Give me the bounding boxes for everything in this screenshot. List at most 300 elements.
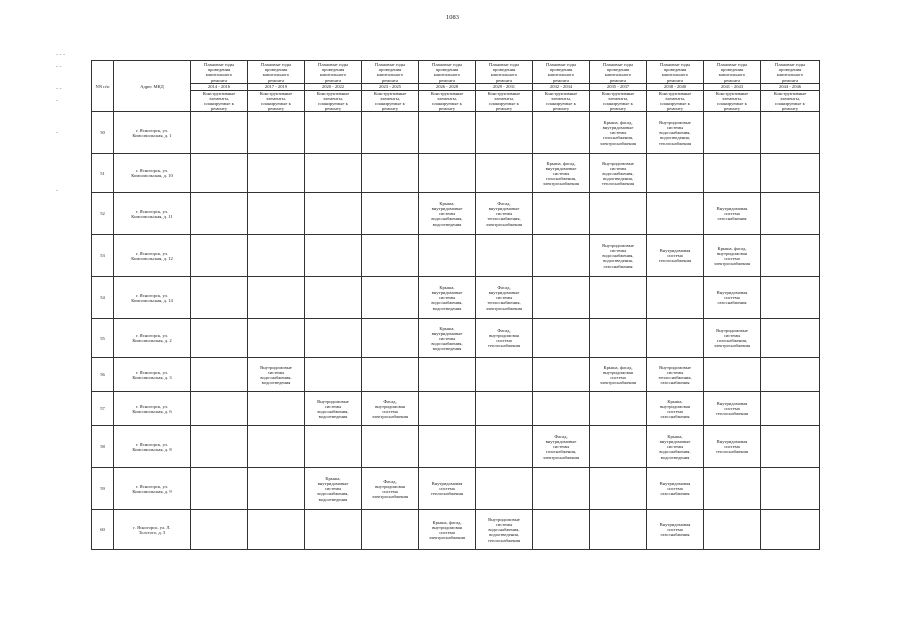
repair-works-cell — [761, 358, 820, 392]
repair-works-line: внутридомовая — [489, 333, 519, 339]
repair-works-cell — [761, 277, 820, 319]
elements-subheader-line: Конструктивные — [259, 91, 293, 96]
repair-works-cell — [305, 235, 362, 277]
period-header-line: капитального — [319, 72, 347, 78]
table-row — [92, 277, 820, 319]
period-header — [476, 61, 533, 91]
repair-works-cell — [305, 154, 362, 193]
repair-works-line: водоотведения — [432, 305, 462, 311]
repair-works-line: теплоснабжения — [487, 537, 521, 543]
repair-works-cell — [704, 319, 761, 358]
repair-works-cell — [362, 468, 419, 510]
repair-works-cell — [476, 468, 533, 510]
repair-works-cell — [647, 112, 704, 154]
elements-subheader — [761, 91, 820, 112]
repair-works-cell — [419, 154, 476, 193]
repair-works-line: системы — [495, 522, 513, 528]
repair-works-line: Внутридомовая — [659, 481, 691, 487]
elements-subheader-line: Конструктивные — [430, 91, 464, 96]
elements-subheader-line: Конструктивные — [658, 91, 692, 96]
repair-works-cell — [362, 154, 419, 193]
repair-works-cell — [647, 392, 704, 426]
elements-subheader — [590, 91, 647, 112]
repair-works-cell — [248, 468, 305, 510]
row-number: 54 — [92, 277, 114, 319]
repair-works-cell — [248, 193, 305, 235]
row-address — [114, 510, 191, 550]
repair-works-line: электроснабжения — [713, 343, 751, 349]
repair-works-cell — [191, 277, 248, 319]
repair-works-line: теплоснабжения — [601, 181, 635, 187]
repair-works-cell — [761, 112, 820, 154]
repair-works-cell — [647, 468, 704, 510]
period-header-line: ремонта — [210, 77, 228, 83]
repair-works-line: теплоснабжения, — [658, 374, 692, 380]
repair-works-line: системы — [438, 211, 456, 217]
repair-works-line: системы — [495, 295, 513, 301]
repair-works-cell — [362, 510, 419, 550]
row-number: 55 — [92, 319, 114, 358]
row-number: 57 — [92, 392, 114, 426]
elements-subheader — [248, 91, 305, 112]
repair-works-cell — [419, 193, 476, 235]
repair-works-cell — [419, 468, 476, 510]
repair-works-cell — [476, 154, 533, 193]
repair-works-line: Внутридомовая — [716, 439, 748, 445]
repair-works-line: Крыша, — [325, 476, 341, 482]
repair-works-line: Фасад, — [383, 478, 397, 484]
repair-works-line: система — [724, 211, 740, 217]
elements-subheader — [362, 91, 419, 112]
repair-works-line: системы — [267, 369, 285, 375]
elements-subheader-line: Конструктивные — [202, 91, 236, 96]
repair-works-cell — [248, 510, 305, 550]
repair-works-line: система — [724, 295, 740, 301]
repair-works-cell — [419, 510, 476, 550]
row-address-line: Комсомольская, д. 6 — [132, 408, 172, 414]
row-address-line: Комсомольская, д. 10 — [131, 173, 173, 179]
repair-works-line: внутридомовая — [375, 403, 405, 409]
repair-works-cell — [362, 426, 419, 468]
repair-works-cell — [476, 510, 533, 550]
repair-works-line: Внутридомовые — [317, 398, 349, 404]
repair-works-line: внутридомовые — [431, 330, 463, 336]
row-address-line: Комсомольская, д. 12 — [131, 255, 173, 261]
period-header-line: Плановые годы — [488, 62, 520, 68]
table-row — [92, 154, 820, 193]
repair-works-cell — [362, 235, 419, 277]
repair-works-line: Внутридомовая — [659, 522, 691, 528]
repair-works-line: внутридомовые — [431, 290, 463, 296]
repair-works-cell — [191, 426, 248, 468]
elements-subheader-line: планируемые к — [775, 101, 805, 107]
period-header-line: капитального — [490, 72, 518, 78]
elements-subheader-line: элементы, — [551, 96, 571, 102]
repair-works-line: система — [439, 486, 455, 492]
period-years: 2023 - 2025 — [362, 83, 418, 89]
repair-works-cell — [248, 277, 305, 319]
repair-works-line: внутридомовые — [545, 439, 577, 445]
period-header-line: ремонта — [723, 77, 741, 83]
repair-works-line: теплоснабжения, — [487, 300, 521, 306]
row-number: 58 — [92, 426, 114, 468]
repair-works-cell — [476, 426, 533, 468]
period-header-line: капитального — [604, 72, 632, 78]
repair-works-line: системы — [609, 165, 627, 171]
margin-mark: - - — [56, 64, 62, 70]
repair-works-cell — [704, 235, 761, 277]
repair-works-cell — [305, 358, 362, 392]
repair-works-cell — [419, 319, 476, 358]
repair-works-line: системы — [609, 248, 627, 254]
elements-subheader-line: Конструктивные — [544, 91, 578, 96]
repair-works-line: системы — [609, 130, 627, 136]
repair-works-cell — [533, 277, 590, 319]
repair-works-line: газоснабжения — [660, 379, 690, 385]
period-header-line: капитального — [718, 72, 746, 78]
row-address-line: г. Ясногорск, ул. — [136, 483, 168, 489]
repair-works-line: газоснабжения — [603, 263, 633, 269]
period-header — [704, 61, 761, 91]
margin-mark: - — [56, 130, 58, 136]
margin-mark: - — [56, 188, 58, 194]
repair-works-line: системы — [438, 295, 456, 301]
repair-works-line: внутридомовые — [431, 206, 463, 212]
table-row — [92, 319, 820, 358]
repair-works-line: внутридомовые — [545, 165, 577, 171]
period-header-line: ремонта — [324, 77, 342, 83]
period-header — [419, 61, 476, 91]
row-number: 51 — [92, 154, 114, 193]
repair-works-cell — [647, 319, 704, 358]
row-address — [114, 358, 191, 392]
row-address — [114, 154, 191, 193]
repair-works-cell — [533, 392, 590, 426]
repair-works-line: внутридомовые — [317, 481, 349, 487]
repair-works-line: Внутридомовые — [602, 160, 634, 166]
repair-works-line: Крыша, — [439, 201, 455, 207]
elements-subheader-line: ремонту — [609, 106, 627, 112]
repair-works-line: водоснабжения, — [431, 300, 463, 306]
row-number: 60 — [92, 510, 114, 550]
row-address-line: Комсомольская, д. 1 — [132, 132, 172, 138]
elements-subheader-line: планируемые к — [261, 101, 291, 107]
row-number: 52 — [92, 193, 114, 235]
header-num: NN п/п — [92, 61, 114, 112]
repair-works-line: электроснабжения — [542, 181, 580, 187]
repair-works-line: внутридомовые — [488, 290, 520, 296]
period-header — [305, 61, 362, 91]
repair-works-line: газоснабжения — [660, 532, 690, 538]
repair-works-line: система — [382, 488, 398, 494]
elements-subheader-line: ремонту — [438, 106, 456, 112]
period-years: 2038 - 2040 — [647, 83, 703, 89]
repair-works-line: внутридомовые — [488, 206, 520, 212]
repair-works-cell — [647, 426, 704, 468]
period-years: 2032 - 2034 — [533, 83, 589, 89]
period-header-line: проведения — [321, 67, 345, 73]
repair-works-line: электроснабжения — [599, 140, 637, 146]
row-address-line: г. Ясногорск, ул. — [136, 168, 168, 174]
repair-works-cell — [476, 319, 533, 358]
repair-works-line: теплоснабжения — [487, 343, 521, 349]
repair-works-cell — [704, 112, 761, 154]
repair-works-cell — [305, 510, 362, 550]
period-header-line: ремонта — [495, 77, 513, 83]
repair-works-line: теплоснабжения — [715, 449, 749, 455]
repair-works-cell — [704, 193, 761, 235]
row-number: 56 — [92, 358, 114, 392]
row-address-line: Комсомольская, д. 3 — [132, 374, 172, 380]
repair-works-cell — [704, 510, 761, 550]
repair-works-cell — [248, 392, 305, 426]
period-header-line: ремонта — [781, 77, 799, 83]
repair-works-line: Внутридомовые — [488, 517, 520, 523]
repair-works-line: газоснабжения, — [716, 338, 748, 344]
row-number: 50 — [92, 112, 114, 154]
repair-works-line: внутридомовые — [602, 125, 634, 131]
repair-works-cell — [533, 510, 590, 550]
repair-works-line: электроснабжения — [371, 493, 409, 499]
row-address — [114, 193, 191, 235]
repair-works-line: водоснабжения, — [659, 130, 691, 136]
repair-works-line: Крыша, — [439, 325, 455, 331]
elements-subheader-line: элементы, — [209, 96, 229, 102]
repair-works-cell — [590, 510, 647, 550]
row-address-line: Комсомольская, д. 14 — [131, 297, 173, 303]
repair-works-cell — [305, 277, 362, 319]
repair-works-cell — [590, 468, 647, 510]
repair-works-line: Внутридомовая — [716, 206, 748, 212]
repair-works-cell — [362, 319, 419, 358]
repair-works-cell — [419, 277, 476, 319]
table-row — [92, 193, 820, 235]
repair-works-line: теплоснабжения, — [487, 216, 521, 222]
repair-works-cell — [590, 235, 647, 277]
row-address — [114, 112, 191, 154]
repair-works-cell — [419, 392, 476, 426]
repair-works-cell — [704, 468, 761, 510]
repair-works-cell — [305, 319, 362, 358]
repair-works-line: система — [382, 408, 398, 414]
elements-subheader-line: ремонту — [381, 106, 399, 112]
repair-works-cell — [191, 468, 248, 510]
elements-subheader — [476, 91, 533, 112]
repair-works-cell — [476, 358, 533, 392]
repair-works-cell — [761, 426, 820, 468]
elements-subheader-line: планируемые к — [489, 101, 519, 107]
repair-works-line: система — [667, 253, 683, 259]
elements-subheader-line: элементы, — [780, 96, 800, 102]
repair-works-line: Фасад, — [497, 285, 511, 291]
row-address-line: Комсомольская, д. 2 — [132, 338, 172, 344]
repair-works-line: системы — [552, 170, 570, 176]
repair-works-line: водоснабжения, — [317, 408, 349, 414]
repair-works-cell — [590, 358, 647, 392]
elements-subheader-line: элементы, — [722, 96, 742, 102]
repair-works-cell — [476, 193, 533, 235]
repair-works-cell — [476, 392, 533, 426]
repair-works-line: системы — [438, 335, 456, 341]
repair-works-line: электроснабжения — [371, 413, 409, 419]
repair-works-line: Внутридомовые — [659, 364, 691, 370]
period-header-line: ремонта — [381, 77, 399, 83]
margin-mark: - - — [56, 86, 62, 92]
repair-works-line: системы — [723, 333, 741, 339]
period-header-line: Плановые годы — [203, 62, 235, 68]
period-header-line: Плановые годы — [716, 62, 748, 68]
row-address-line: г. Ясногорск, ул. — [136, 127, 168, 133]
repair-works-line: системы — [666, 125, 684, 131]
period-header-line: ремонта — [438, 77, 456, 83]
elements-subheader-line: элементы, — [494, 96, 514, 102]
repair-works-line: Фасад, — [383, 398, 397, 404]
period-header-line: проведения — [264, 67, 288, 73]
row-address-line: г. Ясногорск, ул. — [136, 369, 168, 375]
repair-works-line: газоснабжения — [717, 216, 747, 222]
period-header — [248, 61, 305, 91]
table-row — [92, 235, 820, 277]
row-address — [114, 392, 191, 426]
repair-works-cell — [533, 426, 590, 468]
period-header — [362, 61, 419, 91]
elements-subheader — [419, 91, 476, 112]
repair-works-cell — [362, 392, 419, 426]
period-years: 2020 - 2022 — [305, 83, 361, 89]
repair-works-line: газоснабжения — [717, 300, 747, 306]
elements-subheader — [191, 91, 248, 112]
table-row — [92, 112, 820, 154]
row-address — [114, 426, 191, 468]
period-years: 2017 - 2019 — [248, 83, 304, 89]
repair-works-line: теплоснабжения — [715, 411, 749, 417]
repair-works-line: водоотведения — [318, 496, 348, 502]
margin-mark: - - - — [56, 52, 65, 58]
repair-works-line: внутридомовая — [375, 483, 405, 489]
repair-works-line: водоотведения — [261, 379, 291, 385]
repair-works-line: системы — [666, 369, 684, 375]
row-address-line: Комсомольская, д. 8 — [132, 446, 172, 452]
header-row-elements — [92, 91, 820, 112]
repair-works-cell — [533, 319, 590, 358]
elements-subheader — [305, 91, 362, 112]
repair-works-cell — [761, 468, 820, 510]
repair-works-cell — [362, 358, 419, 392]
elements-subheader-line: Конструктивные — [487, 91, 521, 96]
repair-works-line: система — [724, 444, 740, 450]
elements-subheader-line: ремонту — [781, 106, 799, 112]
period-years: 2029 - 2031 — [476, 83, 532, 89]
repair-works-cell — [305, 426, 362, 468]
period-header-line: капитального — [376, 72, 404, 78]
elements-subheader-line: планируемые к — [660, 101, 690, 107]
repair-works-cell — [704, 154, 761, 193]
row-number: 59 — [92, 468, 114, 510]
table-row — [92, 358, 820, 392]
repair-works-cell — [419, 426, 476, 468]
elements-subheader-line: планируемые к — [603, 101, 633, 107]
repair-works-cell — [590, 392, 647, 426]
repair-works-line: водоснабжения, — [602, 253, 634, 259]
period-header-line: Плановые годы — [659, 62, 691, 68]
repair-works-line: Крыша, фасад, — [717, 245, 747, 251]
repair-works-cell — [533, 154, 590, 193]
period-years: 2014 - 2016 — [191, 83, 247, 89]
repair-works-cell — [419, 235, 476, 277]
repair-works-line: системы — [666, 444, 684, 450]
period-header-line: проведения — [492, 67, 516, 73]
repair-works-line: Фасад, — [497, 201, 511, 207]
repair-works-line: Крыша, фасад, — [603, 120, 633, 126]
period-header-line: проведения — [207, 67, 231, 73]
period-header — [191, 61, 248, 91]
elements-subheader-line: ремонту — [267, 106, 285, 112]
repair-works-line: система — [667, 486, 683, 492]
repair-works-cell — [305, 468, 362, 510]
elements-subheader-line: ремонту — [552, 106, 570, 112]
elements-subheader-line: ремонту — [666, 106, 684, 112]
repair-works-cell — [533, 193, 590, 235]
elements-subheader-line: элементы, — [266, 96, 286, 102]
repair-works-line: внутридомовая — [603, 369, 633, 375]
repair-works-line: система — [610, 374, 626, 380]
capital-repair-schedule-table — [91, 60, 820, 550]
repair-works-line: Крыша, фасад, — [603, 364, 633, 370]
elements-subheader — [647, 91, 704, 112]
elements-subheader-line: ремонту — [723, 106, 741, 112]
repair-works-cell — [761, 319, 820, 358]
period-header-line: ремонта — [267, 77, 285, 83]
period-header-line: проведения — [778, 67, 802, 73]
row-address — [114, 319, 191, 358]
repair-works-line: система — [496, 338, 512, 344]
elements-subheader-line: Конструктивные — [773, 91, 807, 96]
repair-works-line: Внутридомовые — [260, 364, 292, 370]
repair-works-line: водоотведения — [318, 413, 348, 419]
row-address — [114, 277, 191, 319]
elements-subheader — [533, 91, 590, 112]
repair-works-cell — [362, 277, 419, 319]
repair-works-cell — [533, 358, 590, 392]
repair-works-cell — [191, 319, 248, 358]
repair-works-line: Крыша, фасад, — [546, 160, 576, 166]
elements-subheader-line: элементы, — [323, 96, 343, 102]
repair-works-line: Крыша, фасад, — [432, 519, 462, 525]
elements-subheader-line: элементы, — [437, 96, 457, 102]
elements-subheader-line: ремонту — [495, 106, 513, 112]
repair-works-cell — [248, 358, 305, 392]
row-address-line: г. Ясногорск, ул. — [136, 333, 168, 339]
repair-works-line: внутридомовые — [659, 439, 691, 445]
period-header-line: проведения — [720, 67, 744, 73]
elements-subheader — [704, 91, 761, 112]
repair-works-cell — [761, 235, 820, 277]
repair-works-line: внутридомовая — [660, 403, 690, 409]
page-number: 1083 — [446, 14, 459, 21]
repair-works-cell — [647, 235, 704, 277]
period-header-line: проведения — [606, 67, 630, 73]
repair-works-line: Крыша, — [439, 285, 455, 291]
period-years: 2026 - 2028 — [419, 83, 475, 89]
elements-subheader-line: Конструктивные — [601, 91, 635, 96]
repair-works-cell — [761, 193, 820, 235]
row-address-line: г. Ясногорск, ул. Л. — [133, 524, 171, 530]
repair-works-line: Внутридомовая — [659, 248, 691, 254]
repair-works-line: теплоснабжения — [658, 258, 692, 264]
period-years: 2041 - 2043 — [704, 83, 760, 89]
elements-subheader-line: планируемые к — [375, 101, 405, 107]
repair-works-line: электроснабжения — [713, 260, 751, 266]
